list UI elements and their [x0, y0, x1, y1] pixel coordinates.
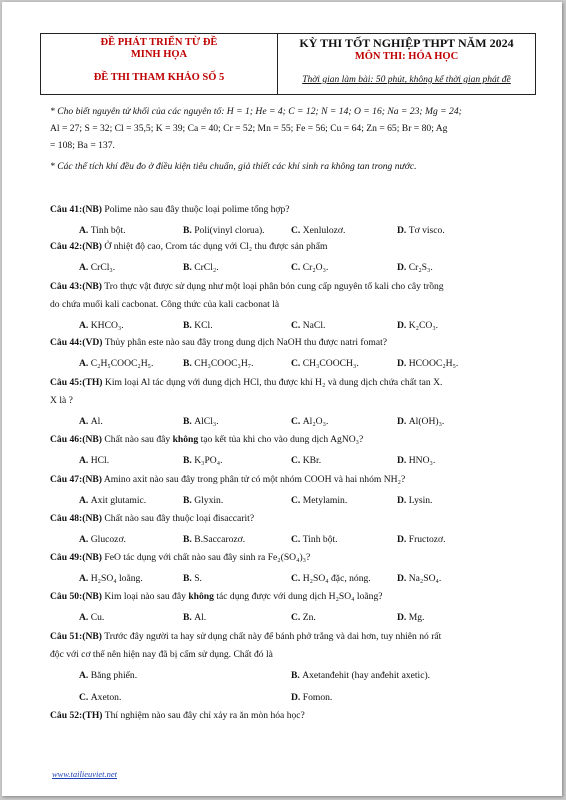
option-text: Tinh bột. [302, 534, 338, 545]
option-letter: C. [291, 495, 303, 506]
option-text: NaCl. [302, 320, 326, 331]
question-51-option-b[interactable] [79, 668, 539, 684]
option-text: Băng phiến. [90, 670, 138, 681]
header-source-line2: MINH HỌA [130, 49, 188, 60]
option-letter: B. [183, 358, 195, 369]
option-item [291, 668, 430, 684]
question-text: Thí nghiệm nào sau đây chỉ xảy ra ăn mòn hóa học? [104, 710, 305, 721]
option-text: H₂SO₄ đặc, nóng. [302, 573, 371, 584]
question-42 [50, 238, 534, 255]
exam-time: Thời gian làm bài: 50 phút, không kể thời gian phát đề [302, 75, 511, 85]
option-text: KHCO₃. [90, 320, 124, 331]
option-letter: D. [397, 262, 409, 273]
gas-volume-note: * Các thể tích khí đều đo ở điều kiện tiêu chuẩn, giả thiết các khí sinh ra không tan trong nước. [50, 161, 417, 172]
question-label: Câu 47:(NB) [50, 474, 102, 485]
question-text: Polime nào sau đây thuộc loại polime tổng hợp? [104, 204, 290, 215]
option-text: AlCl₃. [194, 416, 219, 427]
question-text: Trước đây người ta hay sử dụng chất này để bánh phở trắng và dai hơn, tuy nhiên nó rất [104, 631, 442, 642]
option-text: HCl. [90, 455, 110, 466]
question-text: Chất nào sau đây không tạo kết tủa khi cho vào dung dịch AgNO₃? [104, 434, 364, 445]
option-letter: B. [183, 495, 195, 506]
footer-website-link[interactable]: www.tailieuviet.net [52, 769, 117, 779]
question-text: Chất nào sau đây thuộc loại đisaccarit? [104, 513, 255, 524]
option-text: H₂SO₄ loãng. [90, 573, 143, 584]
option-item [397, 453, 435, 469]
question-label: Câu 42:(NB) [50, 241, 102, 252]
option-letter: D. [397, 534, 409, 545]
atomic-mass-note-line3: = 108; Ba = 137. [50, 140, 115, 151]
option-item [397, 493, 432, 509]
option-text: CrCl₃. [90, 262, 116, 273]
question-label: Câu 52:(TH) [50, 710, 103, 721]
option-letter: B. [183, 320, 195, 331]
option-item [397, 318, 438, 334]
option-text: Xenlulozơ. [302, 225, 346, 236]
option-text: Glyxin. [194, 495, 224, 506]
question-label: Câu 43:(NB) [50, 281, 102, 292]
question-50 [50, 588, 534, 605]
option-letter: C. [291, 416, 303, 427]
question-50-option-d[interactable] [79, 610, 539, 626]
option-text: Al₂O₃. [302, 416, 329, 427]
question-text: FeO tác dụng với chất nào sau đây sinh ra Fe₂(SO₄)₃? [104, 552, 311, 563]
option-text: Tinh bột. [90, 225, 126, 236]
question-46-option-d[interactable] [79, 453, 539, 469]
option-item [397, 223, 445, 239]
option-letter: D. [397, 455, 409, 466]
option-letter: D. [397, 612, 409, 623]
option-letter: A. [79, 416, 91, 427]
option-text: Poli(vinyl clorua). [194, 225, 265, 236]
option-text: B.Saccarozơ. [194, 534, 246, 545]
header-source-line1: ĐỀ PHÁT TRIỂN TỪ ĐỀ [100, 37, 218, 48]
option-text: Metylamin. [302, 495, 348, 506]
option-text: CH₃COOC₃H₇. [194, 358, 254, 369]
option-text: HCOOC₂H₅. [408, 358, 459, 369]
option-item [397, 260, 433, 276]
option-text: Glucozơ. [90, 534, 126, 545]
question-label: Câu 41:(NB) [50, 204, 102, 215]
option-text: CH₃COOCH₃. [302, 358, 359, 369]
question-51 [50, 628, 534, 664]
option-text: Cu. [90, 612, 105, 623]
option-item [397, 571, 441, 587]
atomic-mass-note-line2: Al = 27; S = 32; Cl = 35,5; K = 39; Ca = 40; Cr = 52; Mn = 55; Fe = 56; Cu = 64; Zn = 65; Br = 80; Ag [50, 123, 448, 134]
option-letter: C. [291, 262, 303, 273]
option-letter: B. [291, 670, 303, 681]
question-label: Câu 49:(NB) [50, 552, 102, 563]
question-52 [50, 707, 534, 724]
question-44-option-d[interactable] [79, 356, 539, 372]
option-text: Lysin. [408, 495, 433, 506]
option-letter: A. [79, 670, 91, 681]
option-letter: B. [183, 416, 195, 427]
option-text: Cr₂O₃. [302, 262, 329, 273]
option-letter: A. [79, 262, 91, 273]
option-letter: A. [79, 455, 91, 466]
option-letter: A. [79, 225, 91, 236]
header-exam-number: ĐỀ THI THAM KHẢO SỐ 5 [93, 72, 225, 83]
option-text: K₃PO₄. [194, 455, 223, 466]
option-letter: A. [79, 612, 91, 623]
question-42-option-d[interactable] [79, 260, 539, 276]
option-letter: C. [291, 225, 303, 236]
question-41-option-d[interactable] [79, 223, 539, 239]
question-45 [50, 374, 534, 410]
question-text-continued: X là ? [50, 395, 73, 406]
option-letter: A. [79, 358, 91, 369]
option-letter: A. [79, 320, 91, 331]
option-item [397, 414, 444, 430]
option-letter: B. [183, 225, 195, 236]
option-letter: D. [397, 573, 409, 584]
option-letter: B. [183, 612, 195, 623]
option-text: C₂H₅COOC₂H₅. [90, 358, 154, 369]
option-letter: A. [79, 495, 91, 506]
question-49 [50, 549, 534, 566]
option-text: Al. [194, 612, 207, 623]
option-text: S. [194, 573, 202, 584]
option-letter: C. [291, 573, 303, 584]
question-label: Câu 46:(NB) [50, 434, 102, 445]
question-43 [50, 278, 534, 314]
exam-title: KỲ THI TỐT NGHIỆP THPT NĂM 2024 [299, 36, 514, 50]
option-item [397, 532, 446, 548]
option-text: Fomon. [302, 692, 333, 703]
question-49-option-d[interactable] [79, 571, 539, 587]
option-letter: D. [397, 358, 409, 369]
option-letter: B. [183, 534, 195, 545]
option-text: Na₂SO₄. [408, 573, 442, 584]
option-text: Axeton. [90, 692, 122, 703]
option-text: K₂CO₃. [408, 320, 439, 331]
option-letter: D. [397, 416, 409, 427]
question-label: Câu 51:(NB) [50, 631, 102, 642]
atomic-mass-note-line1: * Cho biết nguyên tử khối của các nguyên tố: H = 1; He = 4; C = 12; N = 14; O = 16; Na = 23; Mg = 24; [50, 106, 462, 117]
option-letter: D. [397, 495, 409, 506]
question-text: Kim loại Al tác dụng với dung dịch HCl, thu được khí H₂ và dung dịch chứa chất tan X. [104, 377, 443, 388]
option-letter: C. [291, 612, 303, 623]
question-45-option-d[interactable] [79, 414, 539, 430]
option-text: Axetanđehit (hay anđehit axetic). [302, 670, 431, 681]
question-48-option-d[interactable] [79, 532, 539, 548]
option-letter: C. [291, 358, 303, 369]
exam-subject: MÔN THI: HÓA HỌC [354, 51, 459, 62]
option-text: Al. [90, 416, 103, 427]
question-47-option-d[interactable] [79, 493, 539, 509]
option-letter: D. [291, 692, 303, 703]
option-text: Fructozơ. [408, 534, 446, 545]
question-46 [50, 431, 534, 448]
option-letter: A. [79, 573, 91, 584]
question-51-option-d[interactable] [79, 690, 539, 706]
option-text: Mg. [408, 612, 425, 623]
option-letter: D. [397, 225, 409, 236]
question-44 [50, 334, 534, 351]
header-left-box [41, 34, 278, 94]
header-right-box [278, 34, 535, 94]
option-text: Tơ visco. [408, 225, 445, 236]
question-text: Amino axit nào sau đây trong phân tử có một nhóm COOH và hai nhóm NH₂? [103, 474, 406, 485]
option-item [291, 690, 332, 706]
option-letter: C. [291, 320, 303, 331]
option-letter: B. [183, 262, 195, 273]
option-text: KBr. [302, 455, 322, 466]
option-letter: D. [397, 320, 409, 331]
question-text: Tro thực vật được sử dụng như một loại phân bón cung cấp nguyên tố kali cho cây trồng [104, 281, 444, 292]
question-label: Câu 45:(TH) [50, 377, 103, 388]
question-text: Kim loại nào sau đây không tác dụng được với dung dịch H₂SO₄ loãng? [104, 591, 383, 602]
option-text: Axit glutamic. [90, 495, 147, 506]
option-item [397, 356, 458, 372]
question-text-continued: độc với cơ thể nên hiện nay đã bị cấm sử dụng. Chất đó là [50, 649, 273, 660]
exam-page [2, 2, 562, 796]
option-text: Cr₂S₃. [408, 262, 433, 273]
option-letter: A. [79, 534, 91, 545]
question-43-option-d[interactable] [79, 318, 539, 334]
option-text: HNO₃. [408, 455, 436, 466]
option-item [397, 610, 424, 626]
option-letter: C. [291, 534, 303, 545]
option-letter: B. [183, 455, 195, 466]
question-label: Câu 50:(NB) [50, 591, 102, 602]
option-text: Al(OH)₃. [408, 416, 445, 427]
option-letter: C. [79, 692, 91, 703]
question-text-continued: do chứa muối kali cacbonat. Công thức của kali cacbonat là [50, 299, 280, 310]
option-text: CrCl₂. [194, 262, 219, 273]
option-text: Zn. [302, 612, 316, 623]
question-label: Câu 44:(VD) [50, 337, 103, 348]
option-letter: C. [291, 455, 303, 466]
question-text: Thủy phân este nào sau đây trong dung dịch NaOH thu được natri fomat? [104, 337, 388, 348]
option-text: KCl. [194, 320, 213, 331]
option-letter: B. [183, 573, 195, 584]
question-47 [50, 471, 534, 488]
question-text: Ở nhiệt độ cao, Crom tác dụng với Cl₂ thu được sản phẩm [104, 241, 328, 252]
question-label: Câu 48:(NB) [50, 513, 102, 524]
question-41 [50, 201, 534, 218]
exam-header [40, 33, 536, 95]
question-48 [50, 510, 534, 527]
